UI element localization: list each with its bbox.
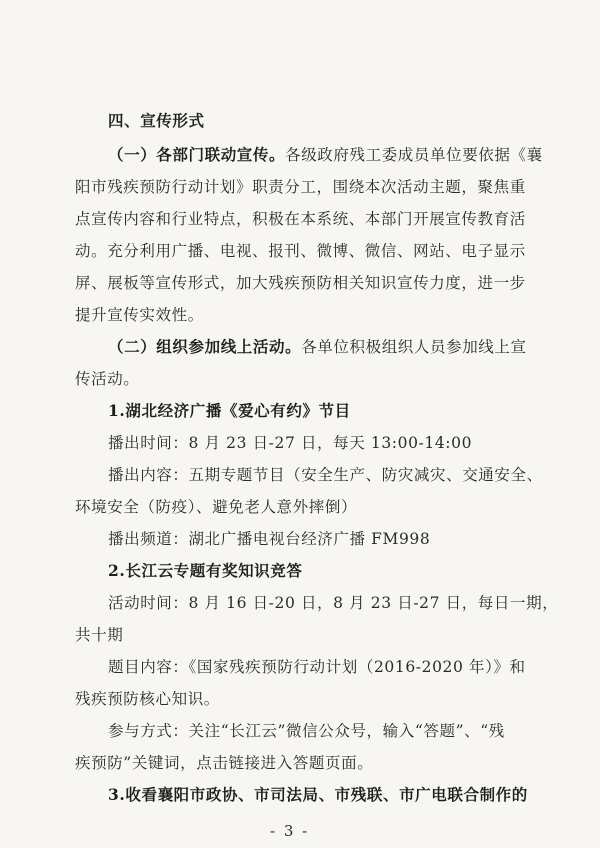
item-2-time-line-2: 共十期	[75, 626, 124, 644]
item-2-method-line-2: 疾预防”关键词，点击链接进入答题页面。	[75, 754, 374, 772]
item-3-title: 3.收看襄阳市政协、市司法局、市残联、市广电联合制作的	[108, 785, 528, 804]
item-2-time-line-1: 活动时间：8 月 16 日-20 日，8 月 23 日-27 日，每日一期，	[108, 594, 559, 612]
paragraph-1-text: 各级政府残工委成员单位要依据《襄	[285, 146, 543, 164]
paragraph-1-line-2: 阳市残疾预防行动计划》职责分工，围绕本次活动主题，聚焦重	[75, 178, 526, 196]
page-number: - 3 -	[270, 822, 310, 840]
item-2-topic-line-2: 残疾预防核心知识。	[75, 690, 220, 708]
paragraph-1-line-4: 动。充分利用广播、电视、报刊、微博、微信、网站、电子显示	[75, 242, 526, 260]
paragraph-1-line-5: 屏、展板等宣传形式，加大残疾预防相关知识宣传力度，进一步	[75, 274, 526, 292]
item-2-title: 2.长江云专题有奖知识竞答	[108, 561, 303, 580]
paragraph-1-line-6: 提升宣传实效性。	[75, 306, 204, 324]
section-heading: 四、宣传形式	[108, 111, 205, 130]
item-1-content-line-1: 播出内容：五期专题节目（安全生产、防灾减灾、交通安全、	[108, 466, 543, 484]
paragraph-1-line-3: 点宣传内容和行业特点，积极在本系统、本部门开展宣传教育活	[75, 210, 526, 228]
item-1-time: 播出时间：8 月 23 日-27 日，每天 13:00-14:00	[108, 434, 473, 452]
paragraph-1-line-1	[108, 145, 543, 165]
item-2-topic-line-1: 题目内容：《国家残疾预防行动计划（2016-2020 年）》和	[108, 658, 526, 676]
item-2-method-line-1: 参与方式：关注“长江云”微信公众号，输入“答题”、“残	[108, 722, 505, 740]
item-1-channel: 播出频道：湖北广播电视台经济广播 FM998	[108, 530, 431, 548]
paragraph-1-bold-lead: （一）各部门联动宣传。	[108, 145, 286, 164]
paragraph-2-bold-lead: （二）组织参加线上活动。	[108, 337, 302, 356]
paragraph-2-line-1	[108, 337, 527, 357]
item-1-title: 1.湖北经济广播《爱心有约》节目	[108, 401, 351, 420]
paragraph-2-text: 各单位积极组织人员参加线上宣	[301, 338, 527, 356]
item-1-content-line-2: 环境安全（防疫）、避免老人意外摔倒）	[75, 498, 358, 516]
paragraph-2-line-2: 传活动。	[75, 370, 140, 388]
